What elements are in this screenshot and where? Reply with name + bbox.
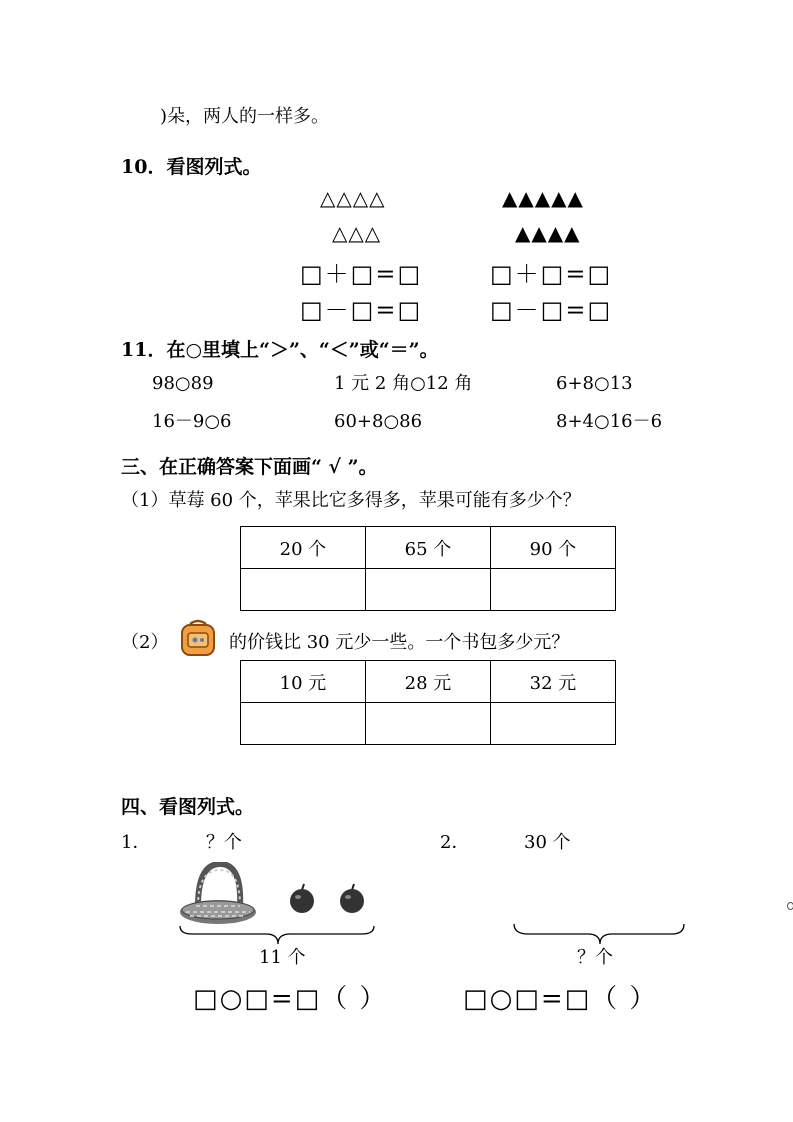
option-cell: 90 个	[491, 527, 616, 569]
compare-item[interactable]: 8+4○16－6	[556, 411, 663, 432]
option-cell: 28 元	[366, 661, 491, 703]
basket-icon	[178, 862, 262, 928]
problem2-number: 2．	[440, 832, 470, 853]
schoolbag-icon	[178, 618, 218, 658]
check-cell[interactable]	[366, 703, 491, 745]
right-sub-equation[interactable]: □－□=□	[490, 296, 613, 324]
check-cell[interactable]	[366, 569, 491, 611]
continued-line: )朵，两人的一样多。	[160, 106, 330, 127]
q1-answer-table	[240, 526, 616, 611]
left-add-equation[interactable]: □＋□=□	[300, 260, 423, 288]
hollow-triangles-row1: △△△△	[320, 186, 386, 210]
problem1-bottom-label: 11 个	[259, 947, 306, 968]
problem2-top-label: 30 个	[524, 832, 571, 853]
compare-item[interactable]: 1 元 2 角○12 角	[334, 373, 473, 394]
compare-item[interactable]: 16－9○6	[152, 411, 232, 432]
option-cell: 20 个	[241, 527, 366, 569]
option-cell: 10 元	[241, 661, 366, 703]
sec3-q2-prefix: （2）	[121, 632, 169, 653]
problem1-equation[interactable]: □○□=□（ ）	[193, 984, 388, 1014]
problem1-number: 1．	[121, 832, 151, 853]
hollow-triangles-row2: △△△	[332, 221, 382, 245]
q11-heading: 11．在○里填上“＞”、“＜”或“＝”。	[121, 339, 439, 361]
section3-heading: 三、在正确答案下面画“ √ ”。	[121, 456, 378, 478]
compare-item[interactable]: 60+8○86	[334, 411, 423, 432]
option-cell: 65 个	[366, 527, 491, 569]
problem2-bottom-label: ？个	[577, 947, 613, 968]
right-add-equation[interactable]: □＋□=□	[490, 260, 613, 288]
sec3-q2-text: 的价钱比 30 元少一些。一个书包多少元？	[229, 632, 570, 653]
brace-right-problem	[512, 922, 688, 948]
apple-icon	[286, 882, 318, 914]
brace-left-problem	[178, 924, 378, 948]
solid-triangles-row1: ▲▲▲▲▲	[502, 186, 584, 210]
problem2-equation[interactable]: □○□=□（ ）	[463, 984, 658, 1014]
apple-icon	[336, 882, 368, 914]
left-sub-equation[interactable]: □－□=□	[300, 296, 423, 324]
check-cell[interactable]	[491, 569, 616, 611]
check-cell[interactable]	[241, 569, 366, 611]
solid-triangles-row2: ▲▲▲▲	[515, 221, 581, 245]
compare-item[interactable]: 6+8○13	[556, 373, 633, 394]
option-cell: 32 元	[491, 661, 616, 703]
problem1-top-label: ？个	[206, 832, 242, 853]
q2-answer-table	[240, 660, 616, 745]
margin-mark	[787, 902, 793, 910]
sec3-q1-text: （1）草莓 60 个，苹果比它多得多，苹果可能有多少个？	[121, 490, 581, 511]
check-cell[interactable]	[241, 703, 366, 745]
compare-item[interactable]: 98○89	[152, 373, 214, 394]
check-cell[interactable]	[491, 703, 616, 745]
section4-heading: 四、看图列式。	[121, 796, 255, 818]
q10-heading: 10．看图列式。	[121, 156, 262, 178]
